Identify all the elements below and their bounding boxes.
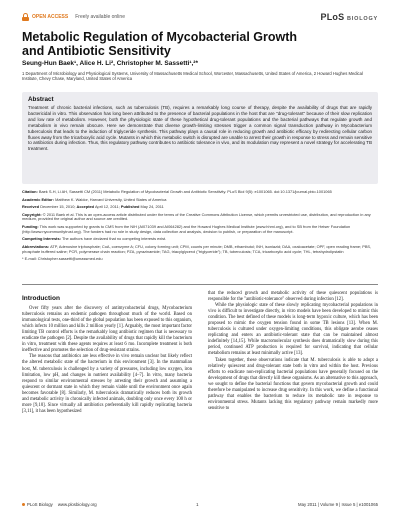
body-column-right	[208, 291, 378, 412]
open-access-label: OPEN ACCESS	[32, 14, 69, 20]
abstract-heading: Abstract	[28, 96, 54, 103]
copyright-line	[22, 213, 378, 223]
abstract-text: Treatment of chronic bacterial infections, such as tuberculosis (TB), requires a remarkably long course of therapy, despite the availability of drugs that are rapidly bactericidal in vitro. This observation has long been attributed to the presence of bacterial populations in the host that are "drug-tolerant" because of their slow replication and low rate of metabolism. However, both the physiologic state of these hypothetical drug-tolerant populations and the bacterial pathways that regulate growth and metabolism in vivo remain obscure. Here we demonstrate that diverse growth-limiting stresses trigger a common signal transduction pathway in Mycobacterium tuberculosis that leads to the induction of triglyceride synthesis. This pathway plays a causal role in reducing growth and antibiotic efficacy by redirecting cellular carbon fluxes away from the tricarboxylic acid cycle. Mutants in which this metabolic switch is disrupted are unable to arrest their growth in response to stress and remain sensitive to antibiotics during infection. Thus, this regulatory pathway contributes to antibiotic tolerance in vivo, and its modulation may represent a novel strategy for accelerating TB treatment.	[28, 105, 372, 152]
editor-label: Academic Editor:	[22, 196, 54, 202]
funding-label: Funding:	[22, 223, 39, 229]
page-footer	[22, 500, 378, 508]
page-header	[22, 10, 378, 24]
competing-text: The authors have declared that no competing interests exist.	[61, 236, 167, 242]
citation-label: Citation:	[22, 189, 38, 194]
abstract-box	[22, 92, 378, 184]
email-line[interactable]: * E-mail: Christopher.sassetti@umassmed.edu	[22, 256, 103, 262]
footer-issue: May 2011 | Volume 9 | Issue 5 | e1001065	[298, 501, 378, 507]
published-date: May 24, 2011	[140, 204, 164, 209]
body-paragraph: Taken together, these observations indicate that M. tuberculosis is able to adopt a relatively quiescent and drug-tolerant state both in vitro and within the host. Previous efforts to eradicate non-replicating bacterial populations have generally focused on the development of drugs that directly kill these organisms. As an alternative to this approach, we sought to define the bacterial functions that govern mycobacterial growth and could therefore be manipulated to increase drug sensitivity. In this work, we define a functional pathway that enables the bacterium to reduce its metabolic rate in response to environmental stress. Mutants lacking this regulatory pathway remain markedly more sensitive to	[208, 357, 378, 411]
body-paragraph: Over fifty years after the discovery of antimycobacterial drugs, Mycobacterium tuberculosis remains an endemic pathogen throughout much of the world. Based on immunological tests, one-third of the global population has been exposed to this organism, which infects 10 million and kills 2 million yearly [1]. Arguably, the most important factor limiting TB control efforts is the remarkably long antibiotic regimen that is necessary to eradicate the pathogen [2]. Despite the availability of drugs that rapidly kill the bacterium in vitro, treatment with these agents requires at least 6 mo. Incomplete treatment is both ineffective and promotes the selection of drug-resistant strains.	[22, 306, 192, 354]
abbreviations-text: ATP, Adenosine triphosphate; CoA, coenzyme A; CFU, colony forming unit; CPM, counts per minute; DMB, ethambutol; INH, isoniazid; DAA, oxaloacetate; OPF, open reading frame; PBS, phosphate buffered saline; PCR, polymerase chain reaction; PZA, pyrazinamide; TAG, triacylglycerol ("triglyceride"); TB, tuberculosis; TCA, tricarboxylic acid cycle; THL, tetrahydrolipstatin	[22, 243, 372, 254]
affiliations: 1 Department of Microbiology and Physiological Systems, University of Massachusetts Medical School, Worcester, Massachusetts, United States of America, 2 Howard Hughes Medical Institute, Chevy Chase, Maryland, United States of America	[22, 71, 363, 82]
open-access-badge[interactable]	[22, 13, 125, 21]
author-list: Seung-Hun Baek¹, Alice H. Li², Christopher M. Sassetti¹,²*	[22, 60, 199, 67]
journal-logo-main: PLoS	[320, 12, 345, 22]
freely-available-label: Freely available online	[75, 14, 125, 20]
editor-text: Matthew K. Waldor, Harvard University, United States of America	[55, 196, 167, 202]
funding-line	[22, 225, 378, 235]
body-paragraph: that the reduced growth and metabolic activity of these quiescent populations is responsible for the "antibiotic-tolerance" observed during infection [12].	[208, 291, 378, 303]
published-label: Published	[120, 204, 140, 209]
funding-text: This work was supported by grants to CMS from the NIH (AI071039 and AI064282) and the Howard Hughes Medical Institute (www.hhmi.org), and to SB from the Heiser Foundation (http://www.nycommunitytrust.org). The funders had no role in study design, data collection and analysis, decision to publish, or preparation of the manuscript.	[22, 223, 351, 234]
copyright-text: © 2011 Baek et al. This is an open-access article distributed under the terms of the Creative Commons Attribution License, which permits unrestricted use, distribution, and reproduction in any medium, provided the original author and source are credited.	[22, 211, 371, 222]
body-column-left	[22, 296, 192, 415]
abbreviations-line	[22, 245, 378, 255]
abbreviations-label: Abbreviations:	[22, 243, 50, 249]
accepted-date: April 12, 2011;	[94, 204, 120, 209]
dates-line	[22, 205, 378, 210]
received-label: Received	[22, 204, 40, 209]
footer-journal	[22, 502, 97, 507]
journal-dot-icon	[22, 503, 25, 506]
open-lock-icon	[22, 13, 29, 21]
competing-line	[22, 237, 378, 242]
journal-logo-sub: BIOLOGY	[347, 16, 378, 22]
page-number: 1	[196, 501, 199, 507]
accepted-label: Accepted	[76, 204, 95, 209]
copyright-label: Copyright:	[22, 211, 42, 217]
editor-line	[22, 198, 378, 203]
introduction-heading: Introduction	[22, 295, 60, 302]
journal-logo[interactable]	[321, 12, 378, 22]
article-metadata	[22, 190, 378, 265]
section-divider	[22, 284, 378, 285]
article-title: Metabolic Regulation of Mycobacterial Growth and Antibiotic Sensitivity	[22, 30, 298, 58]
received-date: December 15, 2010;	[40, 204, 76, 209]
competing-label: Competing Interests:	[22, 236, 61, 242]
footer-journal-name: PLoS Biology	[27, 501, 53, 507]
body-paragraph: While the physiologic state of these slowly replicating mycobacterial populations in vivo is difficult to investigate directly, in vitro models have been developed to mimic this condition. The best defined of these models is long-term hypoxic culture, which has been proposed to mimic the oxygen tension found in some TB lesions [13]. When M. tuberculosis is cultured under oxygen-limiting conditions, this obligate aerobe ceases replicating and enters an antibiotic-tolerant state that can be maintained almost indefinitely [14,15]. While macromolecular synthesis does dramatically slow during this period, continued ATP production is required for survival, indicating that cellular metabolism remains at least minimally active [13].	[208, 303, 378, 357]
citation-text[interactable]: Baek S-H, Li AH, Sassetti CM (2011) Metabolic Regulation of Mycobacterial Growth and Antibiotic Sensitivity. PLoS Biol 9(5): e1001065. doi:10.1371/journal.pbio.1001065	[38, 189, 332, 194]
body-paragraph: The reasons that antibiotics are less effective in vivo remain unclear but likely reflect the altered metabolic state of the bacterium in this environment [3]. In the mammalian host, M. tuberculosis is challenged by a variety of pressures, including low oxygen, iron limitation, low pH, and changes in nutrient availability [4–7]. In vitro, many bacteria respond to similar environmental stresses by arresting their growth and assuming a quiescent or dormant state in which they remain viable until the environment once again becomes favorable [8]. Similarly, M. tuberculosis dramatically reduces both its growth and metabolic activity in chronically infected animals, doubling only once every 100 h or more [9,10]. Since virtually all antibiotics preferentially kill rapidly replicating bacteria [3,11], it has been hypothesized	[22, 354, 192, 414]
footer-journal-site[interactable]: www.plosbiology.org	[57, 501, 97, 507]
citation-line	[22, 190, 378, 195]
